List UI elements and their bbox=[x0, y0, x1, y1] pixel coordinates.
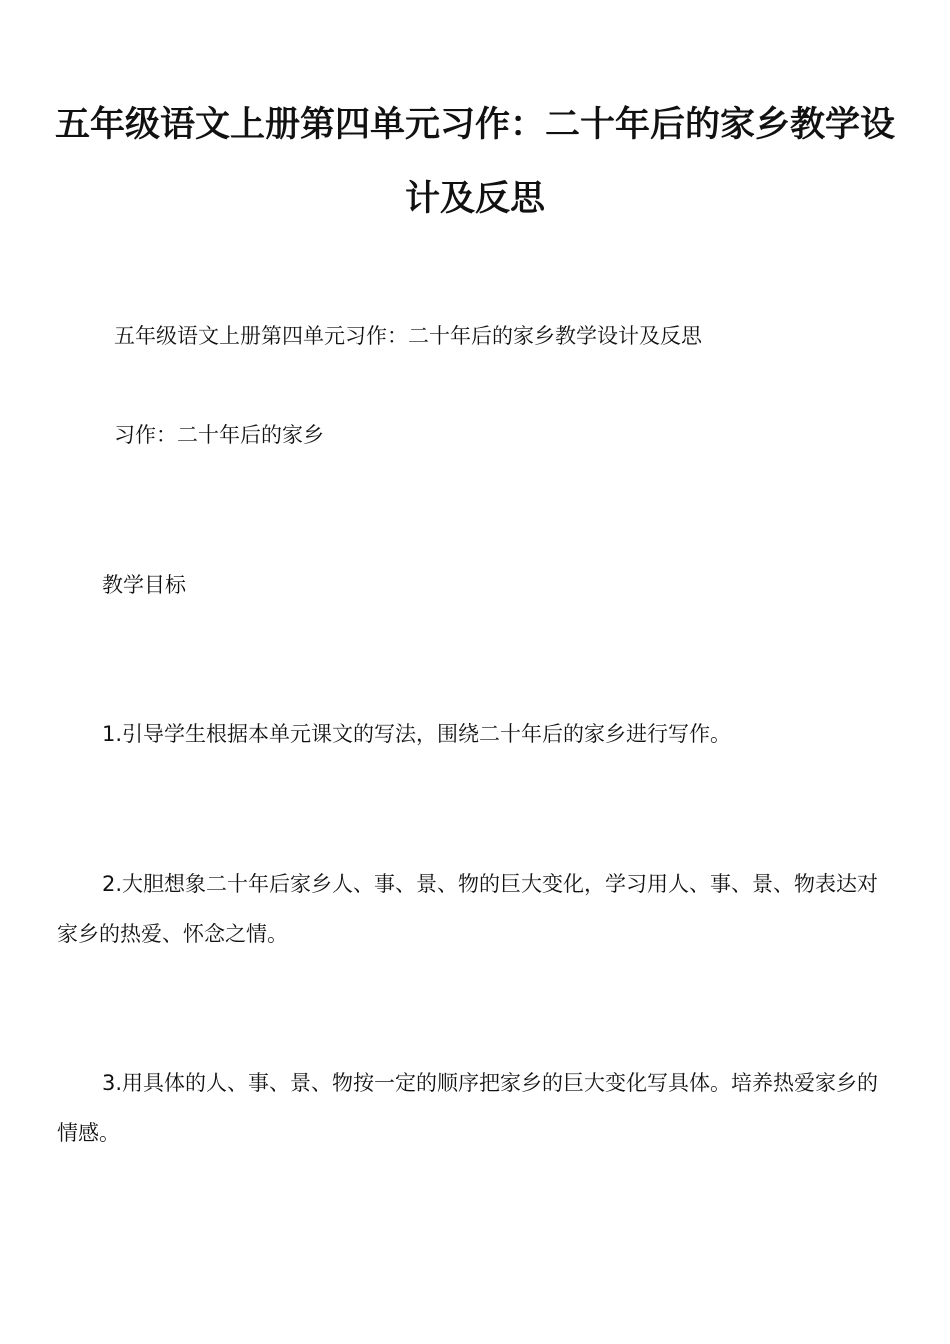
document-title: 五年级语文上册第四单元习作：二十年后的家乡教学设计及反思 bbox=[55, 105, 896, 219]
topic-line: 习作：二十年后的家乡 bbox=[114, 423, 324, 447]
goal-item-1: 1.引导学生根据本单元课文的写法，围绕二十年后的家乡进行写作。 bbox=[102, 722, 732, 746]
section-heading: 教学目标 bbox=[102, 573, 186, 597]
goal-item-2: 2.大胆想象二十年后家乡人、事、景、物的巨大变化，学习用人、事、景、物表达对家乡的热爱、怀念之情。 bbox=[57, 872, 879, 946]
subtitle-line: 五年级语文上册第四单元习作：二十年后的家乡教学设计及反思 bbox=[114, 324, 702, 348]
goal-item-3: 3.用具体的人、事、景、物按一定的顺序把家乡的巨大变化写具体。培养热爱家乡的情感。 bbox=[57, 1071, 879, 1145]
